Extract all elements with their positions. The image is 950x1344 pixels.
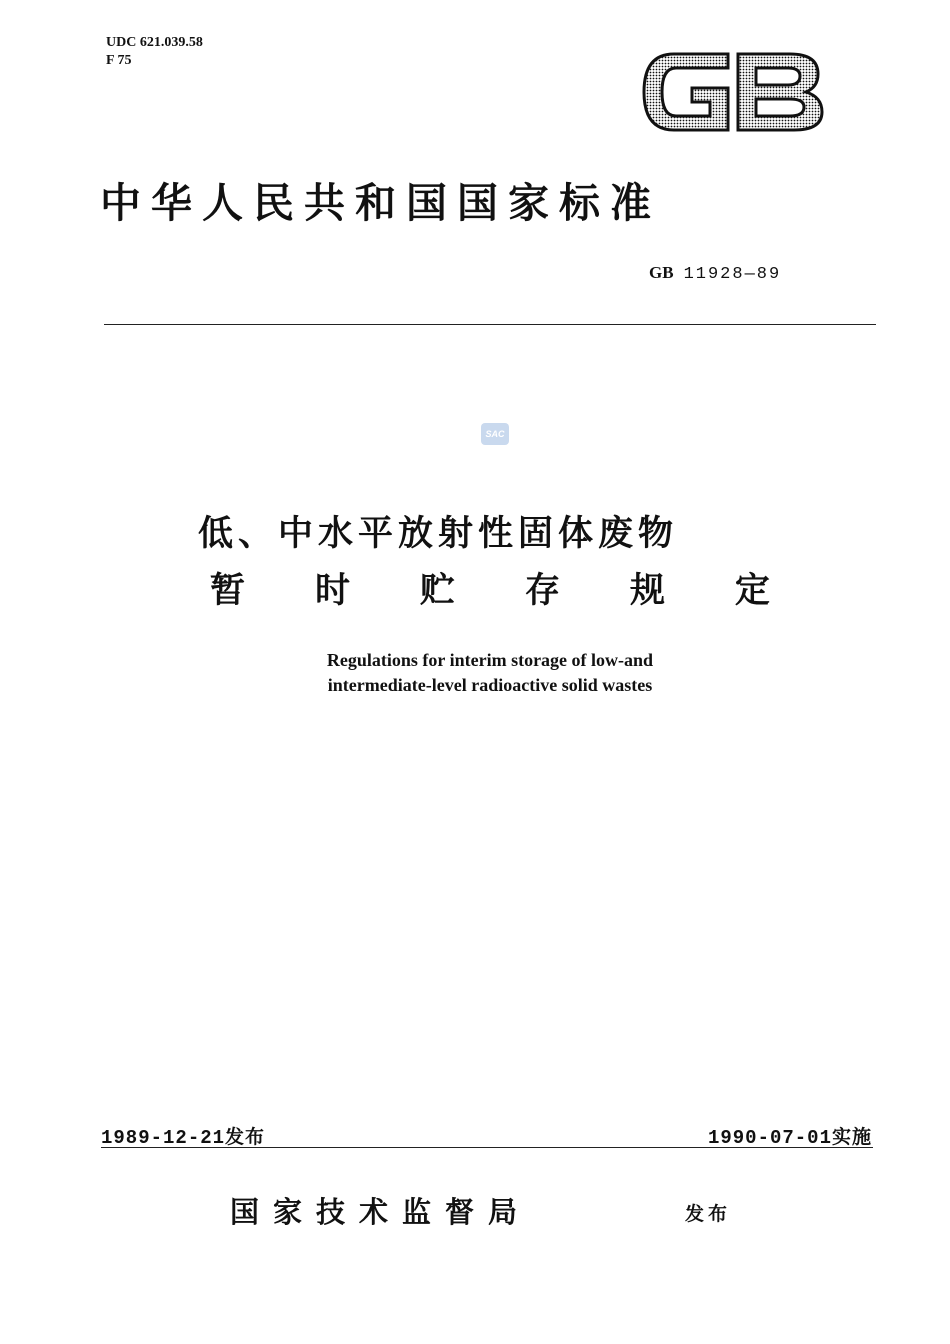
issuing-authority: 国家技术监督局 bbox=[230, 1195, 532, 1229]
title-cn-line2 bbox=[210, 563, 770, 613]
title-en-line2: intermediate-level radioactive solid wastes bbox=[327, 675, 653, 695]
classification-code: F 75 bbox=[106, 53, 132, 68]
bottom-divider bbox=[101, 1147, 873, 1148]
title-en bbox=[200, 648, 780, 698]
standard-code: 11928—89 bbox=[683, 265, 782, 284]
udc-block bbox=[106, 34, 203, 70]
sac-watermark: SAC bbox=[481, 423, 509, 445]
top-divider bbox=[104, 324, 876, 325]
national-standard-heading: 中华人民共和国国家标准 bbox=[100, 179, 661, 227]
gb-logo-icon bbox=[640, 44, 826, 140]
issue-date: 1989-12-21发布 bbox=[101, 1127, 266, 1149]
standard-prefix: GB bbox=[649, 263, 674, 282]
title-char: 暂 bbox=[210, 571, 246, 611]
title-char: 存 bbox=[524, 571, 560, 611]
gb-logo-text: GB bbox=[733, 136, 735, 137]
udc-code: UDC 621.039.58 bbox=[106, 35, 203, 50]
title-en-line1: Regulations for interim storage of low-and bbox=[326, 650, 654, 670]
title-char: 时 bbox=[314, 571, 350, 611]
title-char: 定 bbox=[734, 571, 770, 611]
title-char: 贮 bbox=[419, 571, 455, 611]
title-char: 规 bbox=[629, 571, 665, 611]
standard-number bbox=[649, 263, 781, 284]
issue-label: 发布 bbox=[685, 1203, 732, 1225]
implementation-date: 1990-07-01实施 bbox=[707, 1127, 872, 1149]
title-cn-line1: 低、中水平放射性固体废物 bbox=[198, 514, 679, 554]
